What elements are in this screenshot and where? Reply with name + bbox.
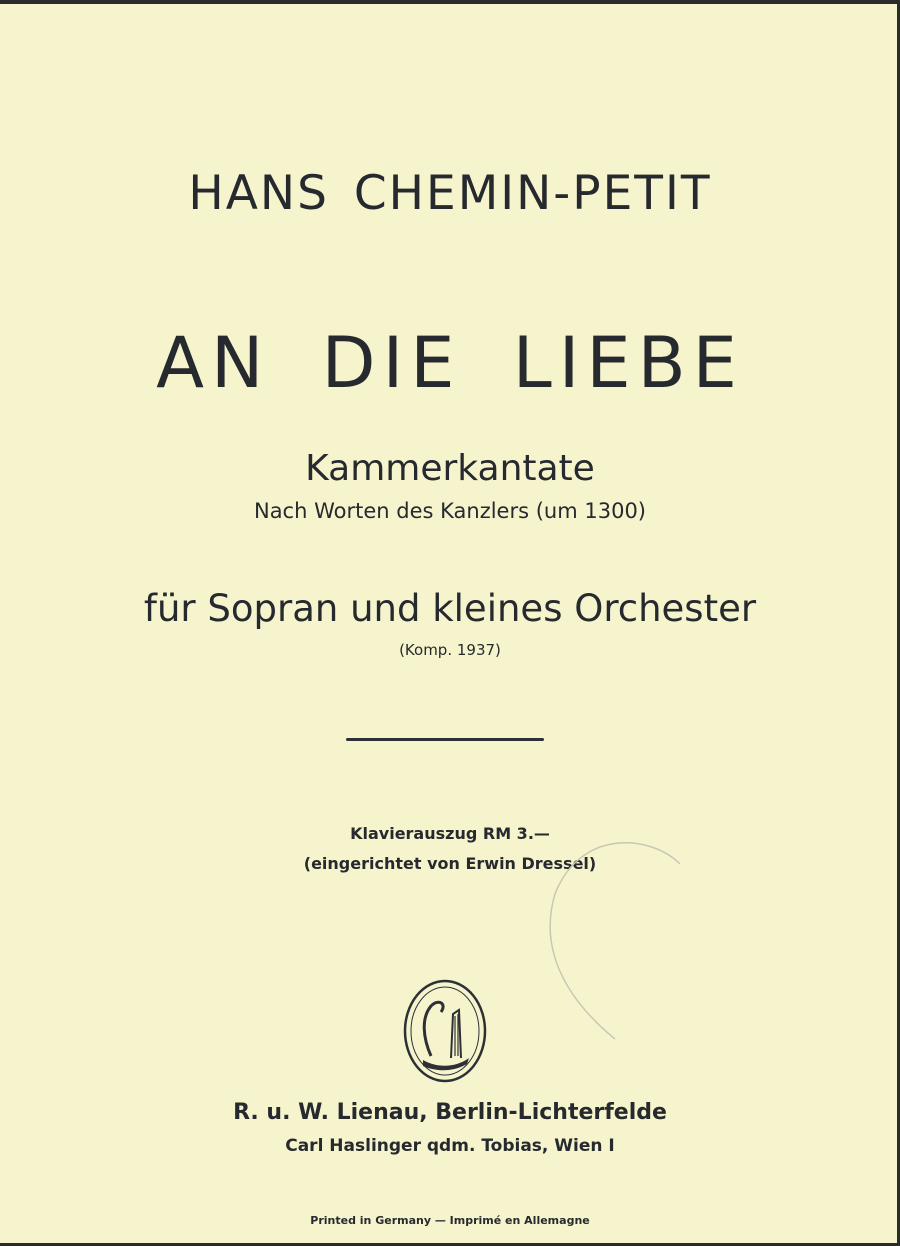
- lyre-emblem-icon: [401, 978, 489, 1084]
- pencil-mark: [540, 834, 690, 1044]
- composition-year: (Komp. 1937): [399, 641, 501, 659]
- arranger-credit: (eingerichtet von Erwin Dressel): [303, 854, 597, 873]
- copublisher-name: Carl Haslinger qdm. Tobias, Wien I: [285, 1136, 615, 1156]
- divider-rule: [346, 738, 544, 741]
- scoring: für Sopran und kleines Orchester: [143, 587, 757, 630]
- text-source: Nach Worten des Kanzlers (um 1300): [253, 499, 646, 523]
- edition-price: Klavierauszug RM 3.—: [350, 824, 550, 843]
- work-genre: Kammerkantate: [305, 448, 595, 489]
- work-title: AN DIE LIEBE: [156, 322, 744, 404]
- composer-name: HANS CHEMIN-PETIT: [188, 166, 712, 221]
- printed-note: Printed in Germany — Imprimé en Allemagne: [310, 1214, 590, 1227]
- publisher-name: R. u. W. Lienau, Berlin-Lichterfelde: [233, 1100, 667, 1125]
